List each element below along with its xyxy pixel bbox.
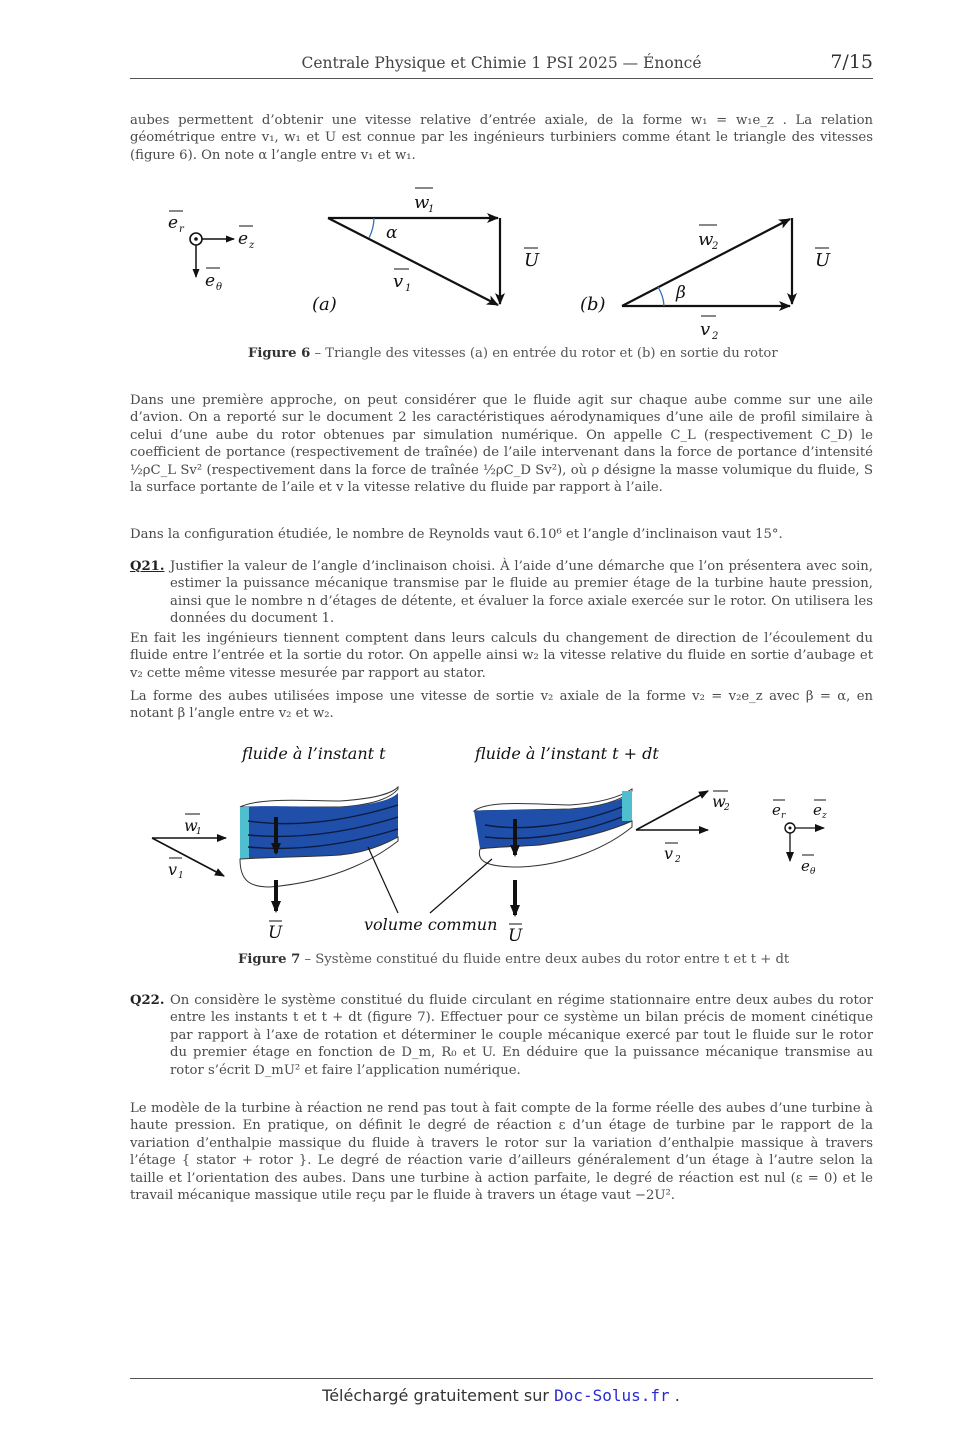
question-21-text: Justifier la valeur de l’angle d’inclinaison choisi. À l’aide d’une démarche que l’on présentera avec soin, estimer la puissance mécanique transmise par le fluide au premier étage de la turbine haute pression, ainsi que le nombre n d’étages de détente, et évaluer la force axiale exercée sur le rotor. On utilisera les données du document 1. [170,559,873,627]
footer-text: Téléchargé gratuitement sur [322,1386,555,1405]
fig7-right-title: fluide à l’instant t + dt [475,744,659,763]
fig7-left-title: fluide à l’instant t [242,744,386,763]
fig6-triangle-a [312,188,540,315]
svg-text:θ: θ [810,867,816,877]
svg-text:e: e [772,801,781,819]
header-title: Centrale Physique et Chimie 1 PSI 2025 — Énoncé [301,54,702,72]
footer-link[interactable]: Doc-Solus.fr [554,1386,670,1405]
fig6-U-label-a: U [524,250,540,271]
svg-text:1: 1 [196,827,202,837]
figure-6-caption [248,346,778,361]
fig6-etheta-label: e [205,271,216,291]
page-number: 7/15 [830,51,873,73]
fig6-U-label-b: U [815,250,831,271]
fig6-label-b: (b) [580,294,606,315]
svg-text:z: z [822,811,827,821]
fig7-common-volume [364,847,497,934]
paragraph-exit-velocity: La forme des aubes utilisées impose une vitesse de sortie v₂ axiale de la forme v₂ = v₂e_z avec β = α, en notant β l’angle entre v₂ et w₂. [130,689,873,722]
svg-text:1: 1 [428,204,435,215]
paragraph-reynolds: Dans la configuration étudiée, le nombre de Reynolds vaut 6.10⁶ et l’angle d’inclinaison vaut 15°. [130,527,783,542]
question-21-label: Q21. [130,559,165,574]
fig6-axes [168,211,255,293]
svg-text:z: z [249,240,255,251]
figure-7-caption [238,952,789,967]
fig6-er-label: e [168,213,179,233]
fig7-volume-label: volume commun [364,915,498,934]
question-22-label: Q22. [130,993,165,1008]
fig6-v1-label: v [393,271,404,292]
page-header [130,52,873,79]
question-21 [130,558,873,628]
svg-text:w: w [184,816,198,835]
svg-text:r: r [781,811,786,821]
svg-text:r: r [179,224,184,235]
question-22-text: On considère le système constitué du fluide circulant en régime stationnaire entre deux aubes du rotor entre les instants t et t + dt (figure 7). Effectuer pour ce système un bilan précis de moment cinétique par rapport à l’axe de rotation et déterminer le couple mécanique exercé par tout le fluide sur le rotor du premier étage en fonction de D_m, R₀ et U. En déduire que la puissance mécanique transmise au rotor s’écrit D_mU² et faire l’application numérique. [170,993,873,1078]
page-footer [0,1386,980,1405]
figure-6-caption-label: Figure 6 [248,346,311,361]
svg-text:2: 2 [724,803,730,813]
fig6-ez-label: e [238,229,249,249]
paragraph-aero-coefficients: Dans une première approche, on peut considérer que le fluide agit sur chaque aube comme sur une aile d’avion. On a reporté sur le document 2 les caractéristiques aérodynamiques d’une aile de profil similaire à celui d’une aube du rotor obtenues par simulation numérique. On appelle C_L (respectivement C_D) le coefficient de portance (respectivement de traînée) de l’aile intervenant dans la force de portance d’intensité ½ρC_L Sv² (respectivement dans la force de traînée ½ρC_D Sv²), où ρ désigne la masse volumique du fluide, S la surface portante de l’aile et v la vitesse relative du fluide par rapport à l’aile. [130,393,873,496]
svg-text:U: U [508,926,523,946]
svg-text:θ: θ [216,282,223,293]
fig7-axes [772,800,827,877]
fig6-alpha-label: α [386,223,398,243]
paragraph-velocity-triangle: aubes permettent d’obtenir une vitesse relative d’entrée axiale, de la forme w₁ = w₁e_z . La relation géométrique entre v₁, w₁ et U est connue par les ingénieurs turbiniers comme étant le triangle des vitesses (figure 6). On note α l’angle entre v₁ et w₁. [130,113,873,163]
fig6-w2-label: w [698,229,714,250]
fig7-outlet-arrows [636,791,730,865]
svg-text:v: v [168,860,178,879]
fig6-triangle-b [580,218,831,342]
paragraph-reaction-degree: Le modèle de la turbine à réaction ne rend pas tout à fait compte de la forme réelle des aubes d’une turbine à haute pression. En pratique, on définit le degré de réaction ε d’un étage de turbine par le rapport de la variation d’enthalpie massique du fluide à travers le rotor sur la variation d’enthalpie massique à travers l’étage { stator + rotor }. Le degré de réaction varie d’ailleurs généralement d’un étage à l’autre selon la taille et l’orientation des aubes. Dans une turbine à action parfaite, le degré de réaction est nul (ε = 0) et le travail mécanique massique utile reçu par le fluide à travers un étage vaut −2U². [130,1101,873,1204]
svg-text:1: 1 [178,871,184,881]
svg-text:1: 1 [405,283,412,294]
figure-7-fluid-system [140,735,860,950]
figure-7-caption-label: Figure 7 [238,952,301,967]
svg-text:2: 2 [712,331,719,342]
paragraph-direction-change: En fait les ingénieurs tiennent comptent dans leurs calculs du changement de direction de l’écoulement du fluide entre l’entrée et la sortie du rotor. On appelle ainsi w₂ la vitesse relative du fluide en sortie d’aubage et v₂ cette même vitesse mesurée par rapport au stator. [130,631,873,681]
fig6-label-a: (a) [312,294,337,315]
fig6-beta-label: β [676,283,686,303]
svg-text:2: 2 [712,241,719,252]
svg-text:v: v [664,844,674,863]
fig6-w1-label: w [414,192,430,213]
footer-divider [130,1378,873,1379]
fig6-v2-label: v [700,319,711,340]
svg-text:e: e [813,801,822,819]
fig7-right-channel [474,789,632,946]
svg-text:2: 2 [675,855,681,865]
figure-6-velocity-triangles [150,180,850,345]
svg-text:e: e [801,857,810,875]
footer-end: . [669,1386,680,1405]
svg-text:U: U [268,923,283,943]
question-22 [130,992,873,1079]
figure-6-caption-text: – Triangle des vitesses (a) en entrée du rotor et (b) en sortie du rotor [310,346,778,361]
svg-text:w: w [712,792,726,811]
fig7-inlet-arrows [152,814,226,881]
figure-7-caption-text: – Système constitué du fluide entre deux aubes du rotor entre t et t + dt [300,952,790,967]
